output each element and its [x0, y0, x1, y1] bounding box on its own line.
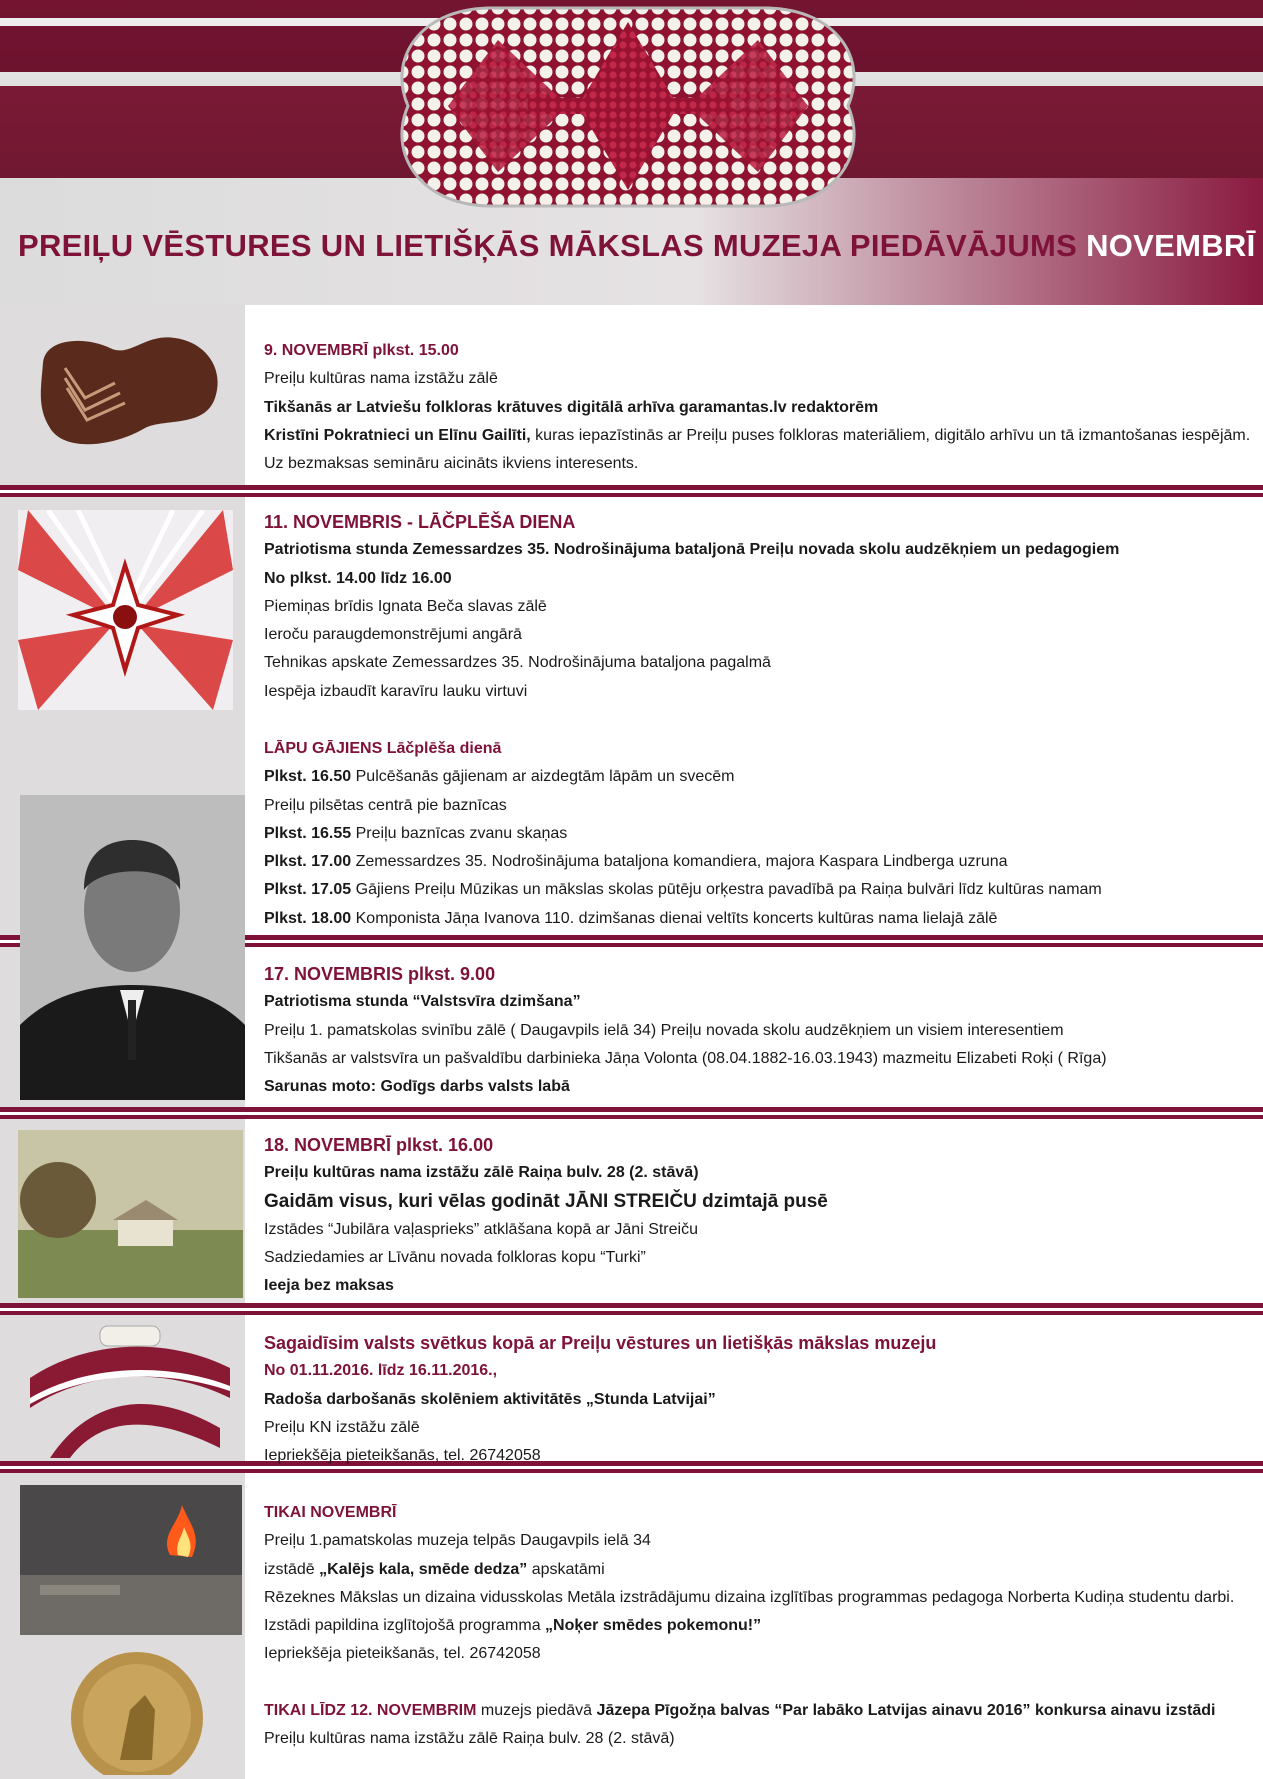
clay-artifact-icon: [25, 328, 230, 458]
section-divider: [0, 1107, 1263, 1121]
section-divider: [0, 485, 1263, 499]
flag-ribbon-icon: [30, 1318, 230, 1458]
header-banner: [0, 0, 1263, 305]
event-section-8: TIKAI LĪDZ 12. NOVEMBRIM muzejs piedāvā Jāzepa Pīgožņa balvas “Par labāko Latvijas ainavu 2016” konkursa ainavu izstādi Preiļu kultūras nama izstāžu zālē Raiņa bulv. 28 (2. stāvā): [264, 1702, 1216, 1748]
event-section-4: 17. NOVEMBRIS plkst. 9.00 Patriotisma stunda “Valstsvīra dzimšana” Preiļu 1. pamatskolas svinību zālē ( Daugavpils ielā 34) Preiļu novada skolu audzēkņiem un visiem interesentiem Tikšanās ar valstsvīra un pašvaldību darbinieka Jāņa Volonta (08.04.1882-16.03.1943) mazmeitu Elizabeti Roķi ( Rīga) Sarunas moto: Godīgs darbs valsts labā: [264, 960, 1259, 1101]
beaded-brooch-icon: [378, 0, 878, 212]
event-section-3: LĀPU GĀJIENS Lāčplēša dienā Plkst. 16.50 Pulcēšanās gājienam ar aizdegtām lāpām un svecēm Preiļu pilsētas centrā pie baznīcas Plkst. 16.55 Preiļu baznīcas zvanu skaņas Plkst. 17.00 Zemessardzes 35. Nodrošinājuma bataljona komandiera, majora Kaspara Lindberga uzruna Plkst. 17.05 Gājiens Preiļu Mūzikas un mākslas skolas pūtēju orķestra pavadībā pa Raiņa bulvāri līdz kultūras namam Plkst. 18.00 Komponista Jāņa Ivanova 110. dzimšanas dienai veltīts koncerts kultūras nama lielajā zālē: [264, 735, 1259, 933]
event-heading: TIKAI NOVEMBRĪ: [264, 1504, 397, 1521]
event-section-2: 11. NOVEMBRIS - LĀČPLĒŠA DIENA Patriotisma stunda Zemessardzes 35. Nodrošinājuma bataljonā Preiļu novada skolu audzēkņiem un pedagogiem No plkst. 14.00 līdz 16.00 Piemiņas brīdis Ignata Beča slavas zālē Ieroču paraugdemonstrējumi angārā Tehnikas apskate Zemessardzes 35. Nodrošinājuma bataljona pagalmā Iespēja izbaudīt karavīru lauku virtuvi: [264, 508, 1259, 706]
event-section-1: 9. NOVEMBRĪ plkst. 15.00 Preiļu kultūras nama izstāžu zālē Tikšanās ar Latviešu folkloras krātuves digitālā arhīva garamantas.lv redaktorēm Kristīni Pokratnieci un Elīnu Gailīti, kuras iepazīstinās ar Preiļu puses folkloras materiāliem, digitālo arhīvu un tā izmantošanas iespējām. Uz bezmaksas semināru aicināts ikviens interesents.: [264, 337, 1259, 478]
event-section-6: Sagaidīsim valsts svētkus kopā ar Preiļu vēstures un lietišķās mākslas muzeju No 01.11.2016. līdz 16.11.2016., Radoša darbošanās skolēniem aktivitātēs „Stunda Latvijai” Preiļu KN izstāžu zālē Iepriekšēja pieteikšanās, tel. 26742058: [264, 1329, 1259, 1470]
event-heading: Sagaidīsim valsts svētkus kopā ar Preiļu vēstures un lietišķās mākslas muzeju: [264, 1333, 937, 1353]
event-heading: LĀPU GĀJIENS Lāčplēša dienā: [264, 740, 502, 757]
event-heading: 11. NOVEMBRIS - LĀČPLĒŠA DIENA: [264, 512, 576, 532]
lacplesis-order-icon: [18, 510, 233, 710]
portrait-photo-icon: [20, 795, 245, 1100]
page-title: PREIĻU VĒSTURES UN LIETIŠĶĀS MĀKSLAS MUZEJA PIEDĀVĀJUMS NOVEMBRĪ: [18, 228, 1256, 263]
event-section-5: 18. NOVEMBRĪ plkst. 16.00 Preiļu kultūras nama izstāžu zālē Raiņa bulv. 28 (2. stāvā) Gaidām visus, kuri vēlas godināt JĀNI STREIČU dzimtajā pusē Izstādes “Jubilāra vaļasprieks” atklāšana kopā ar Jāni Streiču Sadziedamies ar Līvānu novada folkloras kopu “Turki” Ieeja bez maksas: [264, 1131, 1259, 1301]
event-date: 9. NOVEMBRĪ plkst. 15.00: [264, 342, 459, 359]
event-heading: 18. NOVEMBRĪ plkst. 16.00: [264, 1135, 494, 1155]
event-section-7: TIKAI NOVEMBRĪ Preiļu 1.pamatskolas muzeja telpās Daugavpils ielā 34 izstādē „Kalējs kala, smēde dedza” apskatāmi Rēzeknes Mākslas un dizaina vidusskolas Metāla izstrādājumu dizaina izglītības programmas pedagoga Norberta Kudiņa studentu darbi. Izstādi papildina izglītojošā programma „Noķer smēdes pokemonu!” Iepriekšēja pieteikšanās, tel. 26742058: [264, 1499, 1259, 1669]
forge-icon: [20, 1485, 242, 1635]
medal-icon: [60, 1650, 215, 1775]
landscape-painting-icon: [18, 1130, 243, 1298]
event-heading: 17. NOVEMBRIS plkst. 9.00: [264, 964, 496, 984]
section-divider: [0, 1303, 1263, 1317]
